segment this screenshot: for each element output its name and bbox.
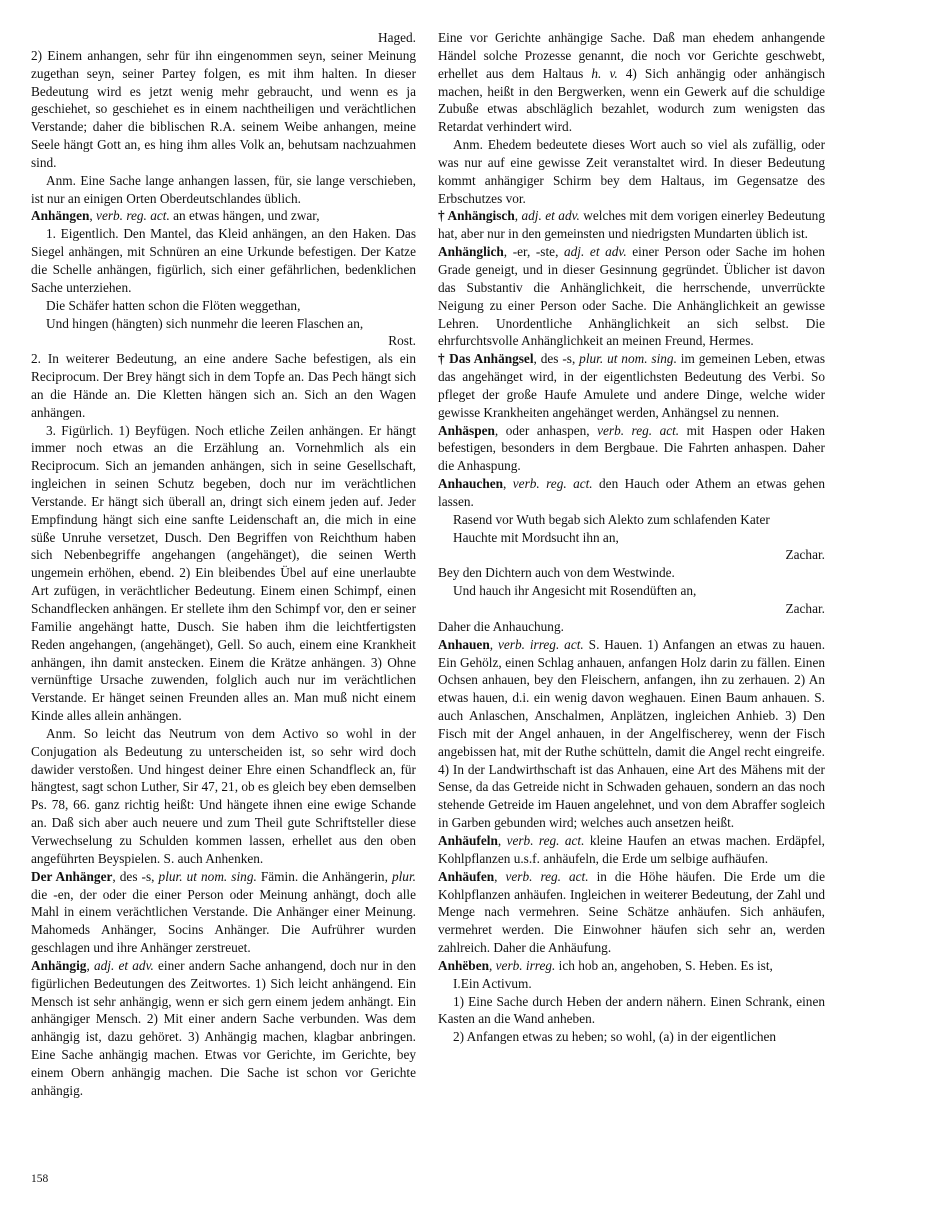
entry-anhaeufen: Anhäufen, verb. reg. act. in die Höhe häufen. Die Erde um die Kohlpflanzen anhäufen. Ingleichen in weiterer Bedeutung, der Zahl und Menge nach vermehren. Seine Schätze anhäufen. Sich anhäufen, vermehret werden. Die Einwohner häufen sich sehr an, werden zahlreich. Daher die Anhäufung. bbox=[438, 868, 825, 956]
text-line: Daher die Anhauchung. bbox=[438, 618, 564, 634]
headword-anhauchen: Anhauchen bbox=[438, 476, 504, 492]
entry-anhauen: Anhauen, verb. irreg. act. S. Hauen. 1) Anfangen an etwas zu hauen. Ein Gehölz, einen Schlag anhauen, anfangen Holz darin zu fällen. Einen Ochsen anhauen, bey den Fleischern, anfangen, ihn zu zerhauen. 2) An etwas hauen, d.i. ein wenig davon weghauen. Einen Baum anhauen. S. auch Anlaschen, Anschalmen, Anplätzen, ingleichen Anhieb. 3) Den Fisch mit der Angel anhauen, in der Angelfischerey, wenn der Fisch angebissen hat, mit der Ruthe schütteln, damit die Angel recht eingreife. 4) In der Landwirthschaft ist das Anhauen, eine Art des Mähens mit der Sense, da das Getreide nicht in Schwaden gehauen, sondern an das noch stehende Getreide im Hauen angelehnet, und von dem Abraffer sogleich in Garben gebunden wird; welches auch ansetzen heißt. bbox=[438, 636, 826, 831]
entry-anhaengen-sense-1: 1. Eigentlich. Den Mantel, das Kleid anhängen, an den Haken. Das Siegel anhängen, mit Schnüren an eine Urkunde befestigen. Der Katze die Schelle anhängen, figürlich, sich einer gefährlichen, bedenklichen Sache unterziehen. bbox=[31, 226, 416, 295]
page-number: 158 bbox=[31, 1173, 49, 1185]
right-column bbox=[438, 29, 825, 1046]
left-column bbox=[31, 29, 416, 1100]
headword-anhaengsel: † Das Anhängsel bbox=[438, 351, 534, 367]
entry-anhaenglich: Anhänglich, -er, -ste, adj. et adv. einer Person oder Sache im hohen Grade geneigt, und in dieser Gesinnung gegründet. Üblicher ist davon das Substantiv die Anhänglichkeit, die herrschende, unverrückte Neigung zu einer Person oder Sache. Die Anhänglichkeit an gewisse Lehren. Unordentliche Anhänglichkeit an sich selbst. Die ehrfurchtsvolle Anhänglichkeit an meinen Freund, Hermes. bbox=[438, 244, 825, 349]
entry-anheben-sense-1: 1) Eine Sache durch Heben der andern nähern. Einen Schrank, einen Kasten an die Wand anheben. bbox=[438, 993, 825, 1027]
entry-anhangen-sense-2: 2) Einem anhangen, sehr für ihn eingenommen seyn, seiner Meinung zugethan seyn, seiner Partey folgen, es mit ihm halten. In dieser Bedeutung wird es jetzt wenig mehr gebraucht, und wenn es ja geschiehet, so geschiehet es in einem nachtheiligen und verächtlichen Verstande; daher die biblischen R.A. seinem Weibe anhangen, meine Seele hängt Gott an, es hing ihm alles Volk an, behutsam nachzuahmen sind. bbox=[31, 47, 416, 170]
entry-anhaenger: Der Anhänger, des -s, plur. ut nom. sing. Fämin. die Anhängerin, plur. die -en, der oder die einer Person oder Meinung anhängt, doch alle Mahl in einem verächtlichen Verstande. Die Anhänger einer Meinung. Mahomeds Anhänger, Socins Anhänger. Die Aufrührer wurden geschlagen und ihre Anhänger zerstreuet. bbox=[31, 868, 416, 956]
headword-anhaeufen: Anhäufen bbox=[438, 868, 495, 884]
headword-anhaenglich: Anhänglich bbox=[438, 244, 504, 260]
verse-source: Rost. bbox=[388, 333, 416, 349]
note-anhangen: Anm. Eine Sache lange anhangen lassen, für, sie lange verschieben, ist nur an einigen Orten Oberdeutschlandes üblich. bbox=[31, 172, 416, 206]
verse-line: Hauchte mit Mordsucht ihn an, bbox=[453, 529, 619, 545]
note-anhaengig: Anm. Ehedem bedeutete dieses Wort auch so viel als zufällig, oder was nur auf eine gewisse Zeit veranstaltet wird. In dieser Bedeutung kommt anhängiger Schirm bey dem Haltaus, im Gegensatze des Erbschutzes vor. bbox=[438, 137, 825, 206]
entry-anhauchen: Anhauchen, verb. reg. act. den Hauch oder Athem an etwas gehen lassen. bbox=[438, 476, 825, 509]
headword-anhaspen: Anhäspen bbox=[438, 422, 495, 438]
entry-anhaengisch: † Anhängisch, adj. et adv. welches mit dem vorigen einerley Bedeutung hat, aber nur in den gemeinsten und niedrigsten Mundarten üblich ist. bbox=[438, 208, 825, 242]
entry-anhaengen-sense-2: 2. In weiterer Bedeutung, an eine andere Sache befestigen, als ein Reciprocum. Der Brey hängt sich in dem Topfe an. Das Pech hängt sich an die Hände an. Die Kletten hängen sich an. Sich an den Wagen anhängen. bbox=[31, 351, 416, 420]
entry-anheben: Anhёben, verb. irreg. ich hob an, angehoben, S. Heben. Es ist, bbox=[438, 957, 773, 973]
verse-line: Die Schäfer hatten schon die Flöten weggethan, bbox=[46, 297, 301, 313]
note-anhaengen: Anm. So leicht das Neutrum von dem Activo so wohl in der Conjugation als Bedeutung zu unterscheiden ist, so sehr wird doch dawider verstoßen. Und hingest deiner Ehre einen Schandfleck an, für hängtest, sagt schon Luther, Sir 47, 21, ob es gleich bey eben demselben Ps. 78, 66. ganz richtig heißt: Und hängete ihnen eine ewige Schande an. Daß sich aber auch neuere und zum Theil gute Schriftsteller diese Verwechselung zu Schulden kommen lassen, erhellet aus den oben angeführten Beyspielen. S. auch Anhenken. bbox=[31, 725, 416, 866]
entry-anhaspen: Anhäspen, oder anhaspen, verb. reg. act. mit Haspen oder Haken befestigen, besonders in dem Bergbaue. Die Fahrten anhaspen. Daher die Anhaspung. bbox=[438, 422, 825, 474]
entry-anhaengsel: † Das Anhängsel, des -s, plur. ut nom. sing. im gemeinen Leben, etwas das angehänget wird, in der eigentlichsten Bedeutung des Verbi. So pfleget der große Haufe Amulete und andere Dinge, welche wider gewisse Krankheiten angehänget werden, Anhängsel zu nennen. bbox=[438, 351, 825, 420]
verse-line: Rasend vor Wuth begab sich Alekto zum schlafenden Kater bbox=[453, 511, 770, 527]
text-line: Bey den Dichtern auch von dem Westwinde. bbox=[438, 565, 675, 581]
entry-anheben-sense-2: 2) Anfangen etwas zu heben; so wohl, (a) in der eigentlichen bbox=[453, 1029, 777, 1045]
entry-anhaeufeln: Anhäufeln, verb. reg. act. kleine Haufen an etwas machen. Erdäpfel, Kohlpflanzen u.s.f. anhäufeln, die Erde um selbige aufhäufen. bbox=[438, 832, 825, 866]
headword-anhaengen: Anhängen bbox=[31, 208, 90, 224]
headword-anhaengig: Anhängig bbox=[31, 957, 87, 973]
verse-source: Zachar. bbox=[785, 547, 825, 563]
entry-anhaengig: Anhängig, adj. et adv. einer andern Sache anhangend, doch nur in den figürlichen Bedeutungen des Zeitwortes. 1) Sich leicht anhängend. Ein Mensch ist sehr anhängig, wenn er sich gern einem jedem anhängt. Ein anhängiger Mensch. 2) Mit einer andern Sache verbunden. Was dem anhängig ist, dazu gehöret. 3) Anhängig machen, klagbar anbringen. Eine Sache anhängig machen. Etwas vor Gerichte, im Gerichte, bey einem Obern anhängig machen. Die Sache ist schon vor Gerichte anhängig. bbox=[31, 957, 416, 1098]
catchword: Haged. bbox=[377, 30, 416, 45]
headword-anhaenger: Der Anhänger bbox=[31, 868, 113, 884]
headword-anhauen: Anhauen bbox=[438, 636, 490, 652]
headword-anhaengisch: † Anhängisch bbox=[438, 208, 515, 224]
entry-anhaengig-continued: Eine vor Gerichte anhängige Sache. Daß man ehedem anhangende Händel solche Prozesse genannt, die noch vor Gerichte geschwebt, erhellet aus dem Haltaus h. v. 4) Sich anhängig oder anhängisch machen, heißt in den Bergwerken, wenn ein Gewerk auf die schuldige Zubuße etwas abschläglich bezahlet, wodurch zum wenigsten das Retardat verhindert wird. bbox=[438, 30, 825, 135]
verse-source: Zachar. bbox=[785, 601, 825, 616]
headword-anhaeufeln: Anhäufeln bbox=[438, 832, 498, 848]
headword-anheben: Anhёben bbox=[438, 957, 489, 973]
entry-anhaengen: Anhängen, verb. reg. act. an etwas hängen, und zwar, bbox=[31, 208, 320, 224]
verse-line: Und hauch ihr Angesicht mit Rosendüften an, bbox=[453, 583, 697, 599]
entry-anhaengen-sense-3: 3. Figürlich. 1) Beyfügen. Noch etliche Zeilen anhängen. Er hängt immer noch etwas an die Erzählung an. Vornehmlich als ein Reciprocum. Sich an jemanden anhängen, sich in seine Gesellschaft, ingleichen in seinen Schutz begeben, doch nur im verächtlichen Verstande. Er hängt sich überall an, dringt sich einem jeden auf. Jeder Empfindung hängt sich eine sanfte Leidenschaft an, die mich in eine süße Unruhe versetzet, Dusch. Den Begriffen von Reichthum haben sich Nebenbegriffe angehangen (angehänget), die seinen Werth ungemein erhöhen, ebend. 2) Ein bleibendes Übel auf eine unerlaubte Art zufügen, in verächtlicher Bedeutung. Einem einen Schimpf, einen Schandflecken anhängen. Er stellete ihm den Schimpf vor, den er seiner Familie angehängt hatte, Dusch. Sie haben ihm die leichtfertigsten Reden angehangen, (angehänget), Gell. So auch, einem eine Krankheit anhängen, ihn damit anstecken. Einem die Krätze anhängen. 3) Ohne vernünftige Ursache zuwenden, folglich auch nur im verächtlichen Verstande. Er hänget seinen Freunden alles an. Man muß nicht einem Kinde alles allein anhängen. bbox=[31, 422, 416, 724]
verse-line: Und hingen (hängten) sich nunmehr die leeren Flaschen an, bbox=[46, 315, 364, 331]
subsection-activum: I.Ein Activum. bbox=[453, 975, 532, 991]
